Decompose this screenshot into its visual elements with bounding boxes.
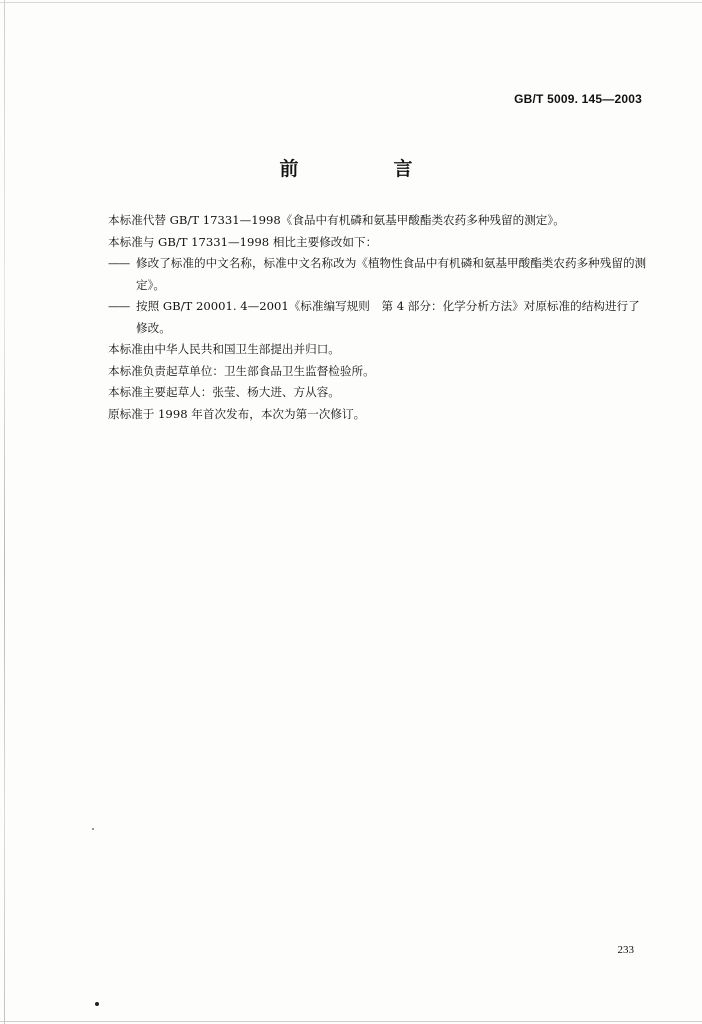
scan-edge-bottom [0,1021,702,1022]
change-item-text: 修改了标准的中文名称，标准中文名称改为《植物性食品中有机磷和氨基甲酸酯类农药多种残留的测定》。 [136,256,647,292]
page-title: 前 言 [279,158,451,180]
standard-code: GB/T 5009. 145—2003 [514,92,642,106]
dash-marker: —— [108,299,130,313]
paragraph-drafting-unit: 本标准负责起草单位：卫生部食品卫生监督检验所。 [108,363,375,378]
scan-speck [92,828,94,830]
dash-marker: —— [108,256,130,270]
change-item [108,296,650,339]
paragraph-history: 原标准于 1998 年首次发布，本次为第一次修订。 [108,406,366,421]
scan-edge-top [0,2,702,3]
paragraph-drafters: 本标准主要起草人：张莹、杨大进、方从容。 [108,385,340,399]
scan-speck [95,1002,99,1006]
change-item [108,253,650,296]
paragraph-replaces: 本标准代替 GB/T 17331—1998《食品中有机磷和氨基甲酸酯类农药多种残留的测定》。 [108,213,565,227]
change-item-text: 按照 GB/T 20001. 4—2001《标准编写规则 第 4 部分：化学分析方法》对原标准的结构进行了修改。 [136,299,640,335]
page-number: 233 [617,944,634,956]
foreword-body [108,210,650,425]
paragraph-changes-intro: 本标准与 GB/T 17331—1998 相比主要修改如下： [108,234,378,249]
paragraph-proposer: 本标准由中华人民共和国卫生部提出并归口。 [108,342,340,356]
